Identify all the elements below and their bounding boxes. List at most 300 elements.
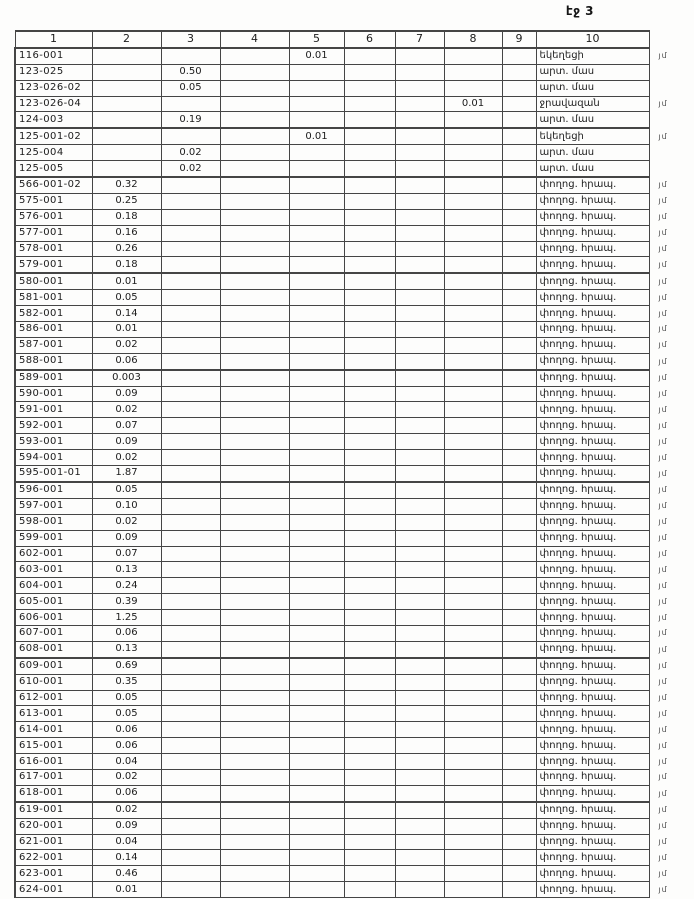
value-col-9	[502, 353, 536, 369]
value-col-5	[289, 96, 344, 112]
value-col-4	[220, 96, 289, 112]
value-col-8	[444, 594, 502, 610]
value-col-9	[502, 882, 536, 898]
value-col-3: 0.02	[161, 161, 220, 177]
column-header-9: 9	[502, 31, 536, 48]
margin-mark: յմ	[658, 708, 668, 718]
value-col-8	[444, 161, 502, 177]
margin-mark: յմ	[658, 452, 668, 462]
value-col-8	[444, 530, 502, 546]
value-col-7	[395, 145, 444, 161]
value-col-8	[444, 177, 502, 193]
value-col-4	[220, 562, 289, 578]
value-col-3	[161, 177, 220, 193]
value-col-2: 0.16	[92, 225, 161, 241]
table-row	[15, 562, 693, 578]
value-col-9	[502, 48, 536, 64]
value-col-8	[444, 690, 502, 706]
value-col-4	[220, 850, 289, 866]
value-col-6	[344, 450, 395, 466]
value-col-2	[92, 128, 161, 144]
margin-mark: յմ	[658, 356, 668, 366]
land-use-label: փողոց. հրապ.	[536, 706, 649, 722]
margin-mark: յմ	[658, 884, 668, 894]
value-col-4	[220, 290, 289, 306]
value-col-9	[502, 402, 536, 418]
value-col-4	[220, 241, 289, 257]
margin-mark	[649, 80, 693, 96]
table-row	[15, 785, 693, 801]
parcel-table	[14, 30, 694, 898]
parcel-code: 123-026-04	[15, 96, 92, 112]
value-col-5	[289, 754, 344, 770]
value-col-7	[395, 769, 444, 785]
value-col-8	[444, 48, 502, 64]
value-col-6	[344, 482, 395, 498]
value-col-4	[220, 818, 289, 834]
land-use-label: փողոց. հրապ.	[536, 818, 649, 834]
value-col-3	[161, 353, 220, 369]
value-col-4	[220, 578, 289, 594]
value-col-6	[344, 353, 395, 369]
value-col-5	[289, 578, 344, 594]
value-col-9	[502, 273, 536, 289]
value-col-4	[220, 690, 289, 706]
value-col-2: 0.39	[92, 594, 161, 610]
margin-mark: յմ	[658, 852, 668, 862]
table-row	[15, 834, 693, 850]
value-col-2: 0.26	[92, 241, 161, 257]
land-use-label: փողոց. հրապ.	[536, 834, 649, 850]
value-col-3	[161, 674, 220, 690]
parcel-code: 606-001	[15, 610, 92, 626]
value-col-6	[344, 594, 395, 610]
value-col-5: 0.01	[289, 48, 344, 64]
value-col-6	[344, 322, 395, 338]
parcel-code: 590-001	[15, 386, 92, 402]
value-col-6	[344, 64, 395, 80]
value-col-6	[344, 610, 395, 626]
table-row	[15, 161, 693, 177]
value-col-7	[395, 209, 444, 225]
land-use-label: փողոց. հրապ.	[536, 434, 649, 450]
value-col-7	[395, 866, 444, 882]
land-use-label: փողոց. հրապ.	[536, 850, 649, 866]
value-col-6	[344, 370, 395, 386]
value-col-5	[289, 306, 344, 322]
table-row	[15, 418, 693, 434]
parcel-code: 598-001	[15, 514, 92, 530]
margin-mark: յմ	[658, 212, 668, 222]
land-use-label: փողոց. հրապ.	[536, 306, 649, 322]
value-col-9	[502, 641, 536, 657]
margin-mark: յմ	[658, 740, 668, 750]
value-col-9	[502, 193, 536, 209]
margin-mark: յմ	[658, 564, 668, 574]
table-row	[15, 322, 693, 338]
margin-mark: յմ	[658, 724, 668, 734]
value-col-3	[161, 290, 220, 306]
parcel-code: 586-001	[15, 322, 92, 338]
land-use-label: փողոց. հրապ.	[536, 273, 649, 289]
value-col-5	[289, 257, 344, 273]
value-col-6	[344, 850, 395, 866]
value-col-8	[444, 418, 502, 434]
land-use-label: փողոց. հրապ.	[536, 209, 649, 225]
value-col-8	[444, 434, 502, 450]
value-col-8	[444, 674, 502, 690]
value-col-6	[344, 834, 395, 850]
value-col-3	[161, 193, 220, 209]
value-col-5	[289, 337, 344, 353]
value-col-9	[502, 241, 536, 257]
value-col-3: 0.19	[161, 112, 220, 128]
value-col-8	[444, 769, 502, 785]
value-col-2: 0.35	[92, 674, 161, 690]
value-col-2: 0.04	[92, 754, 161, 770]
value-col-4	[220, 834, 289, 850]
value-col-7	[395, 177, 444, 193]
value-col-2: 0.09	[92, 434, 161, 450]
value-col-7	[395, 193, 444, 209]
value-col-9	[502, 818, 536, 834]
value-col-6	[344, 193, 395, 209]
value-col-3	[161, 834, 220, 850]
value-col-5	[289, 145, 344, 161]
value-col-6	[344, 112, 395, 128]
value-col-9	[502, 209, 536, 225]
value-col-3	[161, 257, 220, 273]
value-col-8	[444, 322, 502, 338]
value-col-9	[502, 177, 536, 193]
land-use-label: փողոց. հրապ.	[536, 578, 649, 594]
value-col-5	[289, 402, 344, 418]
value-col-9	[502, 112, 536, 128]
margin-column-spacer	[649, 31, 693, 48]
value-col-8	[444, 482, 502, 498]
value-col-7	[395, 434, 444, 450]
margin-mark: յմ	[658, 788, 668, 798]
value-col-8	[444, 850, 502, 866]
value-col-7	[395, 64, 444, 80]
value-col-5	[289, 514, 344, 530]
value-col-9	[502, 386, 536, 402]
value-col-9	[502, 625, 536, 641]
margin-mark	[649, 64, 693, 80]
value-col-7	[395, 161, 444, 177]
value-col-5	[289, 562, 344, 578]
value-col-2: 0.09	[92, 530, 161, 546]
parcel-code: 587-001	[15, 337, 92, 353]
value-col-2	[92, 112, 161, 128]
table-row	[15, 434, 693, 450]
margin-mark: յմ	[658, 420, 668, 430]
value-col-5	[289, 706, 344, 722]
value-col-5	[289, 546, 344, 562]
value-col-3	[161, 802, 220, 818]
value-col-7	[395, 353, 444, 369]
value-col-4	[220, 769, 289, 785]
value-col-9	[502, 514, 536, 530]
value-col-2: 0.32	[92, 177, 161, 193]
value-col-3	[161, 306, 220, 322]
land-use-label: փողոց. հրապ.	[536, 241, 649, 257]
value-col-5	[289, 594, 344, 610]
value-col-7	[395, 610, 444, 626]
value-col-2: 0.09	[92, 386, 161, 402]
value-col-2: 0.07	[92, 418, 161, 434]
value-col-3	[161, 594, 220, 610]
value-col-8	[444, 578, 502, 594]
value-col-6	[344, 658, 395, 674]
value-col-6	[344, 466, 395, 482]
value-col-5	[289, 112, 344, 128]
value-col-2: 0.02	[92, 402, 161, 418]
value-col-9	[502, 145, 536, 161]
value-col-4	[220, 370, 289, 386]
table-row	[15, 578, 693, 594]
parcel-code: 594-001	[15, 450, 92, 466]
parcel-code: 591-001	[15, 402, 92, 418]
value-col-9	[502, 754, 536, 770]
value-col-3	[161, 546, 220, 562]
table-row	[15, 498, 693, 514]
land-use-label: փողոց. հրապ.	[536, 177, 649, 193]
column-header-4: 4	[220, 31, 289, 48]
value-col-6	[344, 96, 395, 112]
table-row	[15, 625, 693, 641]
value-col-5	[289, 241, 344, 257]
parcel-code: 612-001	[15, 690, 92, 706]
column-header-8: 8	[444, 31, 502, 48]
margin-mark: յմ	[658, 99, 668, 108]
value-col-9	[502, 769, 536, 785]
value-col-5	[289, 450, 344, 466]
margin-mark: յմ	[658, 868, 668, 878]
value-col-4	[220, 482, 289, 498]
value-col-7	[395, 674, 444, 690]
value-col-2: 0.10	[92, 498, 161, 514]
parcel-code: 592-001	[15, 418, 92, 434]
value-col-3	[161, 498, 220, 514]
value-col-2: 0.06	[92, 738, 161, 754]
value-col-4	[220, 273, 289, 289]
land-use-label: փողոց. հրապ.	[536, 466, 649, 482]
value-col-2	[92, 161, 161, 177]
land-use-label: փողոց. հրապ.	[536, 866, 649, 882]
parcel-code: 575-001	[15, 193, 92, 209]
table-row	[15, 193, 693, 209]
value-col-6	[344, 290, 395, 306]
value-col-3	[161, 722, 220, 738]
value-col-5	[289, 882, 344, 898]
land-use-label: փողոց. հրապ.	[536, 290, 649, 306]
value-col-4	[220, 754, 289, 770]
value-col-9	[502, 802, 536, 818]
value-col-5	[289, 209, 344, 225]
value-col-7	[395, 128, 444, 144]
value-col-2: 0.14	[92, 306, 161, 322]
parcel-code: 581-001	[15, 290, 92, 306]
value-col-7	[395, 706, 444, 722]
value-col-7	[395, 498, 444, 514]
value-col-5	[289, 866, 344, 882]
value-col-7	[395, 306, 444, 322]
value-col-3	[161, 482, 220, 498]
value-col-8	[444, 785, 502, 801]
value-col-4	[220, 706, 289, 722]
margin-mark: յմ	[658, 501, 668, 511]
value-col-6	[344, 80, 395, 96]
margin-mark: յմ	[658, 772, 668, 782]
margin-mark: յմ	[658, 196, 668, 206]
value-col-8	[444, 722, 502, 738]
value-col-7	[395, 450, 444, 466]
value-col-5	[289, 386, 344, 402]
value-col-3	[161, 402, 220, 418]
value-col-6	[344, 402, 395, 418]
parcel-code: 614-001	[15, 722, 92, 738]
value-col-9	[502, 578, 536, 594]
value-col-6	[344, 706, 395, 722]
land-use-label: փողոց. հրապ.	[536, 785, 649, 801]
value-col-9	[502, 498, 536, 514]
value-col-5	[289, 353, 344, 369]
parcel-code: 576-001	[15, 209, 92, 225]
value-col-9	[502, 96, 536, 112]
land-use-label: փողոց. հրապ.	[536, 754, 649, 770]
value-col-4	[220, 625, 289, 641]
value-col-9	[502, 722, 536, 738]
value-col-8	[444, 128, 502, 144]
margin-mark: յմ	[658, 644, 668, 654]
value-col-8	[444, 225, 502, 241]
margin-mark: յմ	[658, 821, 668, 831]
margin-mark: յմ	[658, 228, 668, 238]
margin-mark: յմ	[658, 292, 668, 302]
value-col-3	[161, 641, 220, 657]
value-col-8	[444, 802, 502, 818]
land-use-label: փողոց. հրապ.	[536, 610, 649, 626]
margin-mark: յմ	[658, 580, 668, 590]
value-col-4	[220, 546, 289, 562]
land-use-label: փողոց. հրապ.	[536, 514, 649, 530]
value-col-7	[395, 754, 444, 770]
value-col-2	[92, 64, 161, 80]
value-col-3	[161, 273, 220, 289]
value-col-7	[395, 514, 444, 530]
value-col-7	[395, 96, 444, 112]
value-col-7	[395, 658, 444, 674]
value-col-5	[289, 273, 344, 289]
value-col-4	[220, 48, 289, 64]
parcel-code: 593-001	[15, 434, 92, 450]
value-col-4	[220, 225, 289, 241]
table-row	[15, 64, 693, 80]
land-use-label: փողոց. հրապ.	[536, 498, 649, 514]
value-col-8: 0.01	[444, 96, 502, 112]
table-row	[15, 641, 693, 657]
land-use-label: փողոց. հրապ.	[536, 353, 649, 369]
value-col-6	[344, 145, 395, 161]
parcel-code: 615-001	[15, 738, 92, 754]
parcel-code: 124-003	[15, 112, 92, 128]
land-use-label: արտ. մաս	[536, 112, 649, 128]
value-col-2: 0.02	[92, 802, 161, 818]
value-col-6	[344, 434, 395, 450]
value-col-3	[161, 530, 220, 546]
value-col-5	[289, 466, 344, 482]
value-col-3	[161, 434, 220, 450]
value-col-5	[289, 674, 344, 690]
table-row	[15, 112, 693, 128]
land-use-label: ջրավազան	[536, 96, 649, 112]
value-col-6	[344, 754, 395, 770]
parcel-code: 566-001-02	[15, 177, 92, 193]
table-row	[15, 674, 693, 690]
land-use-label: արտ. մաս	[536, 161, 649, 177]
land-use-label: փողոց. հրապ.	[536, 418, 649, 434]
table-row	[15, 337, 693, 353]
value-col-8	[444, 754, 502, 770]
value-col-5	[289, 225, 344, 241]
margin-mark: յմ	[658, 533, 668, 543]
value-col-4	[220, 466, 289, 482]
value-col-9	[502, 594, 536, 610]
parcel-code: 580-001	[15, 273, 92, 289]
value-col-6	[344, 562, 395, 578]
value-col-2: 0.01	[92, 322, 161, 338]
value-col-2: 0.13	[92, 562, 161, 578]
value-col-4	[220, 594, 289, 610]
value-col-6	[344, 177, 395, 193]
value-col-2: 0.25	[92, 193, 161, 209]
value-col-4	[220, 306, 289, 322]
value-col-4	[220, 882, 289, 898]
land-use-label: փողոց. հրապ.	[536, 738, 649, 754]
value-col-4	[220, 785, 289, 801]
value-col-7	[395, 418, 444, 434]
value-col-2: 0.02	[92, 450, 161, 466]
value-col-2: 0.05	[92, 290, 161, 306]
value-col-8	[444, 209, 502, 225]
parcel-code: 578-001	[15, 241, 92, 257]
value-col-4	[220, 722, 289, 738]
parcel-code: 619-001	[15, 802, 92, 818]
value-col-4	[220, 418, 289, 434]
value-col-6	[344, 128, 395, 144]
value-col-6	[344, 769, 395, 785]
value-col-3	[161, 450, 220, 466]
value-col-6	[344, 337, 395, 353]
land-use-label: փողոց. հրապ.	[536, 193, 649, 209]
value-col-3: 0.05	[161, 80, 220, 96]
value-col-9	[502, 370, 536, 386]
table-row	[15, 546, 693, 562]
value-col-3	[161, 209, 220, 225]
margin-mark	[649, 112, 693, 128]
parcel-code: 577-001	[15, 225, 92, 241]
value-col-5	[289, 161, 344, 177]
value-col-4	[220, 145, 289, 161]
parcel-code: 602-001	[15, 546, 92, 562]
table-row	[15, 370, 693, 386]
value-col-7	[395, 530, 444, 546]
value-col-3	[161, 466, 220, 482]
value-col-2: 0.05	[92, 706, 161, 722]
parcel-code: 582-001	[15, 306, 92, 322]
value-col-8	[444, 337, 502, 353]
